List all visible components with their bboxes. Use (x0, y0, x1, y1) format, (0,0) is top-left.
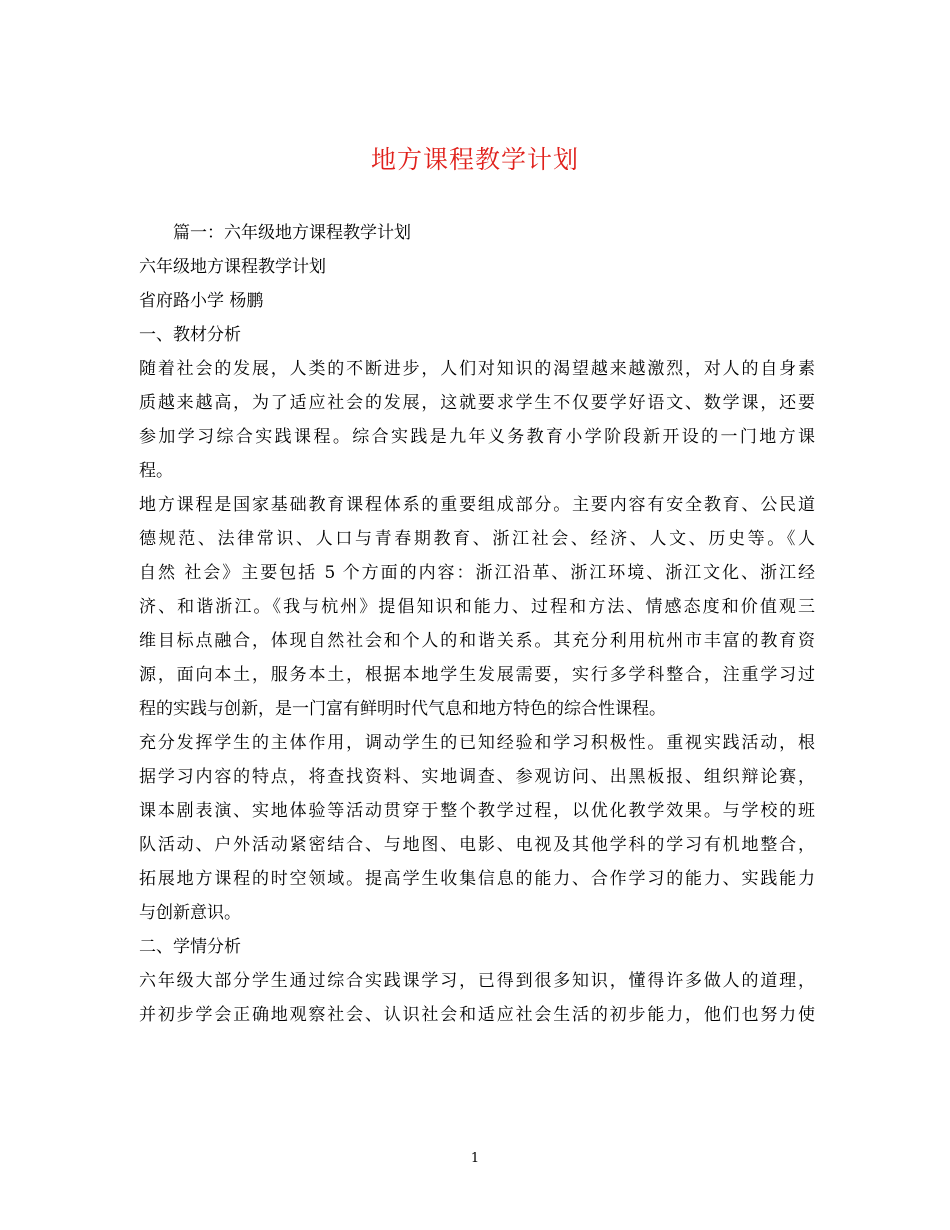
text-line: 与创新意识。 (139, 903, 241, 923)
heading-textbook-analysis: 一、教材分析 (139, 325, 241, 345)
text-line: 质越来越高，为了适应社会的发展，这就要求学生不仅要学好语文、数学课，还要 (139, 393, 815, 413)
plan-title-line: 六年级地方课程教学计划 (139, 257, 326, 277)
text-line: 参加学习综合实践课程。综合实践是九年义务教育小学阶段新开设的一门地方课 (139, 427, 815, 447)
text-line: 随着社会的发展，人类的不断进步，人们对知识的渴望越来越激烈，对人的自身素 (139, 359, 815, 379)
text-line: 课本剧表演、实地体验等活动贯穿于整个教学过程，以优化教学效果。与学校的班 (139, 801, 815, 821)
text-line: 济、和谐浙江。《我与杭州》提倡知识和能力、过程和方法、情感态度和价值观三 (139, 597, 815, 617)
text-line: 拓展地方课程的时空领域。提高学生收集信息的能力、合作学习的能力、实践能力 (139, 869, 815, 889)
text-line: 据学习内容的特点，将查找资料、实地调查、参观访问、出黑板报、组织辩论赛， (139, 767, 815, 787)
document-body (139, 216, 815, 1032)
document-title: 地方课程教学计划 (370, 145, 579, 174)
text-line: 六年级大部分学生通过综合实践课学习，已得到很多知识，懂得许多做人的道理， (139, 971, 815, 991)
text-line: 程。 (139, 461, 173, 481)
text-line: 队活动、户外活动紧密结合、与地图、电影、电视及其他学科的学习有机地整合， (139, 835, 815, 855)
text-line: 维目标点融合，体现自然社会和个人的和谐关系。其充分利用杭州市丰富的教育资 (139, 631, 815, 651)
text-line: 程的实践与创新，是一门富有鲜明时代气息和地方特色的综合性课程。 (139, 699, 666, 719)
text-line: 源，面向本土，服务本土，根据本地学生发展需要，实行多学科整合，注重学习过 (139, 665, 815, 685)
text-line: 德规范、法律常识、人口与青春期教育、浙江社会、经济、人文、历史等。《人 (139, 529, 815, 549)
section-heading-article-one: 篇一：六年级地方课程教学计划 (173, 223, 411, 243)
page-number: 1 (470, 1151, 480, 1166)
text-line: 充分发挥学生的主体作用，调动学生的已知经验和学习积极性。重视实践活动，根 (139, 733, 815, 753)
text-line: 地方课程是国家基础教育课程体系的重要组成部分。主要内容有安全教育、公民道 (139, 495, 815, 515)
text-line: 自然 社会》主要包括 5 个方面的内容：浙江沿革、浙江环境、浙江文化、浙江经 (139, 563, 815, 583)
text-line: 并初步学会正确地观察社会、认识社会和适应社会生活的初步能力，他们也努力使 (139, 1005, 815, 1025)
author-line: 省府路小学 杨鹏 (139, 291, 264, 311)
heading-student-analysis: 二、学情分析 (139, 937, 241, 957)
